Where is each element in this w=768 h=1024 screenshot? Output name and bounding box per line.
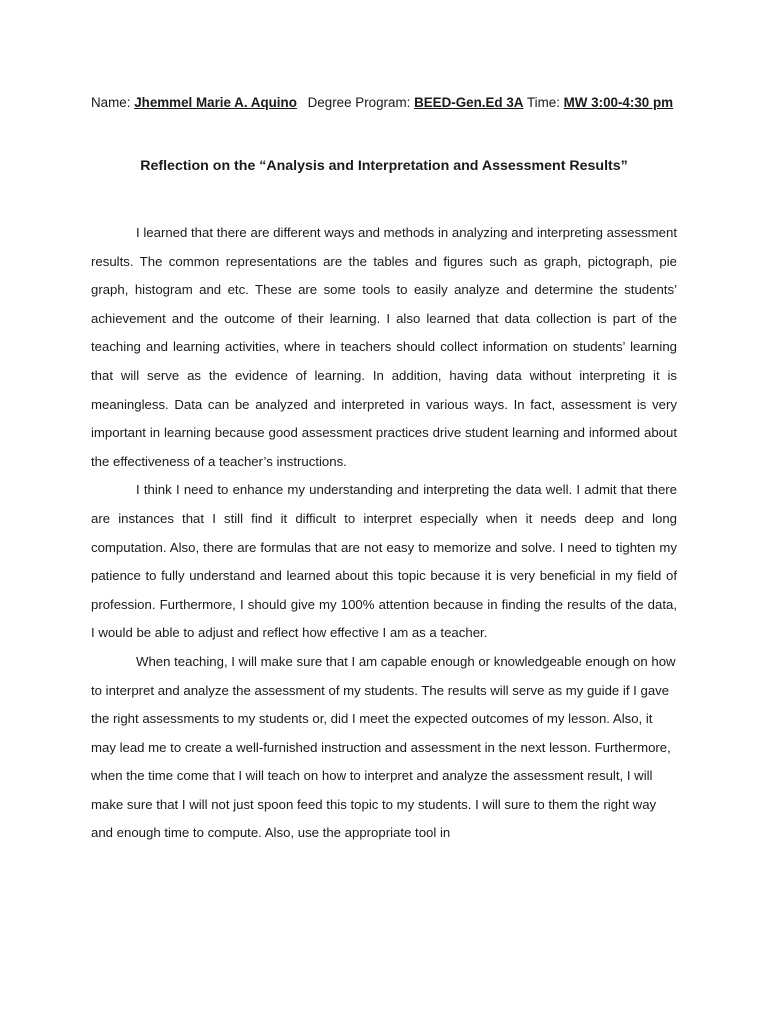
paragraph: When teaching, I will make sure that I am capable enough or knowledgeable enough on how to interpret and analyze the assessment of my students. The results will serve as my guide if I gave the right assessments to my students or, did I meet the expected outcomes of my lesson. Also, it may lead me to create a well-furnished instruction and assessment in the next lesson. Furthermore, when the time come that I will teach on how to interpret and analyze the assessment result, I will make sure that I will not just spoon feed this topic to my students. I will sure to them the right way and enough time to compute. Also, use the appropriate tool in	[91, 653, 676, 841]
degree-program-value: BEED-Gen.Ed 3A	[414, 95, 524, 110]
document-title: Reflection on the “Analysis and Interpretation and Assessment Results”	[140, 158, 628, 174]
name-label: Name:	[91, 95, 131, 110]
degree-program-label: Degree Program:	[307, 95, 411, 110]
document-body	[91, 219, 677, 848]
paragraph: I think I need to enhance my understanding and interpreting the data well. I admit that there are instances that I still find it difficult to interpret especially when it needs deep and long computation. Also, there are formulas that are not easy to memorize and solve. I need to tighten my patience to fully understand and learned about this topic because it is very beneficial in my field of profession. Furthermore, I should give my 100% attention because in finding the results of the data, I would be able to adjust and reflect how effective I am as a teacher.	[91, 482, 677, 641]
time-value: MW 3:00-4:30 pm	[563, 95, 674, 110]
time-label: Time:	[526, 95, 560, 110]
name-value: Jhemmel Marie A. Aquino	[134, 95, 297, 110]
paragraph: I learned that there are different ways and methods in analyzing and interpreting assessment results. The common representations are the tables and figures such as graph, pictograph, pie graph, histogram and etc. These are some tools to easily analyze and determine the students’ achievement and the outcome of their learning. I also learned that data collection is part of the teaching and learning activities, where in teachers should collect information on students’ learning that will serve as the evidence of learning. In addition, having data without interpreting it is meaningless. Data can be analyzed and interpreted in various ways. In fact, assessment is very important in learning because good assessment practices drive student learning and informed about the effectiveness of a teacher’s instructions.	[91, 225, 677, 469]
student-info-line	[91, 93, 691, 113]
